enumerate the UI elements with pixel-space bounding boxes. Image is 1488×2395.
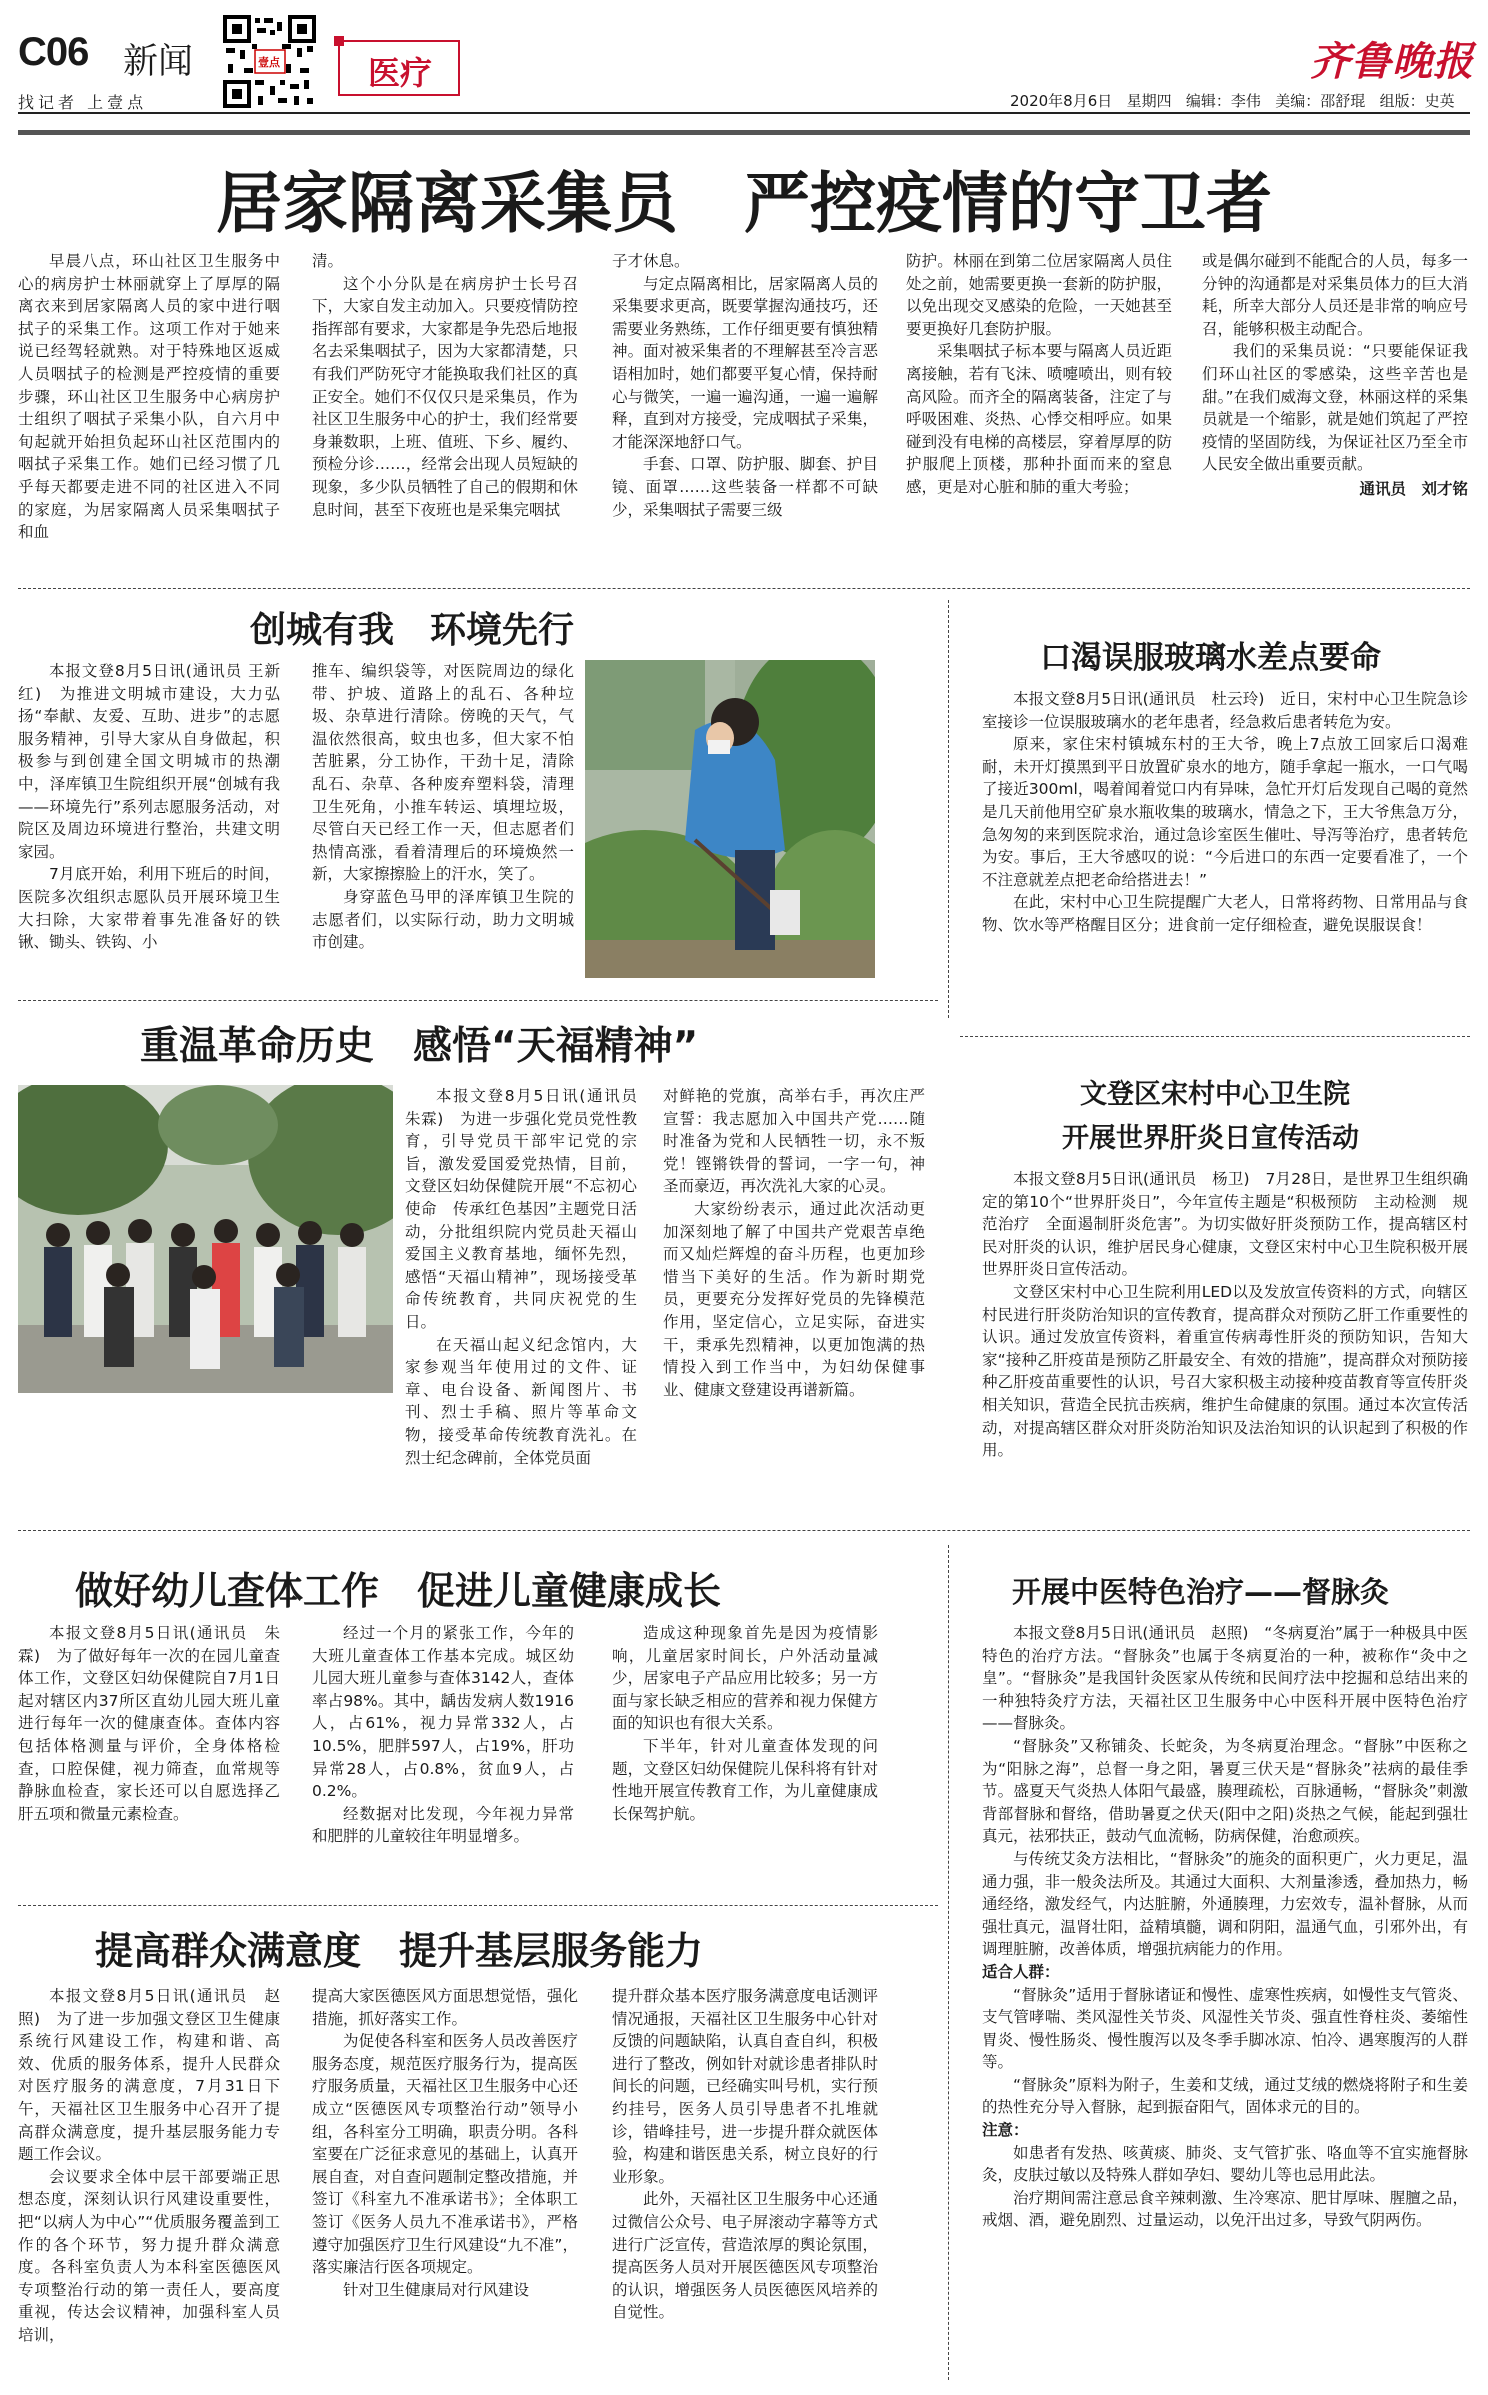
kids-col-2 <box>312 1622 574 1848</box>
layout-credit: 组版：史英 <box>1379 92 1455 110</box>
tcm-paragraph: 本报文登8月5日讯(通讯员 赵照) “冬病夏治”属于一种极具中医特色的治疗方法。“督脉灸”也属于冬病夏治的一种，被称作“灸中之皇”。“督脉灸”是我国针灸医家从传统和民间疗法中挖掘和总结出来的一种独特灸疗方法，天福社区卫生服务中心中医科开展中医特色治疗——督脉灸。 <box>982 1624 1468 1733</box>
glass-headline: 口渴误服玻璃水差点要命 <box>1040 640 1381 676</box>
volunteer-photo <box>585 660 875 978</box>
glass-paragraph: 在此，宋村中心卫生院提醒广大老人，日常将药物、日常用品与食物、饮水等严格醒目区分；进食前一定仔细检查，避免误服误食！ <box>982 893 1468 934</box>
service-paragraph: 会议要求全体中层干部要端正思想态度，深刻认识行风建设重要性，把“以病人为中心”“优质服务覆盖到工作的各个环节，努力提升群众满意度。各科室负责人为本科室医德医风专项整治行动的第一责任人，要高度重视，传达会议精神，加强科室人员培训， <box>18 2167 280 2344</box>
tcm-headline: 开展中医特色治疗——督脉灸 <box>1012 1575 1390 1609</box>
divider <box>18 1530 1470 1531</box>
lead-col-3 <box>612 250 878 521</box>
tcm-paragraph: 如患者有发热、咳黄痰、肺炎、支气管扩张、咯血等不宜实施督脉灸，皮肤过敏以及特殊人群如孕妇、婴幼儿等也忌用此法。 <box>982 2143 1468 2185</box>
divider <box>960 1036 1470 1037</box>
issue-info <box>1010 90 1455 111</box>
issue-date: 2020年8月6日 <box>1010 92 1113 110</box>
lead-paragraph: 我们的采集员说：“只要能保证我们环山社区的零感染，这些辛苦也是甜。”在我们威海文登，林丽这样的采集员就是一个缩影，就是她们筑起了严控疫情的坚固防线，为保证社区乃至全市人民安全做出重要贡献。 <box>1202 342 1468 474</box>
divider <box>18 588 1470 589</box>
kids-paragraph: 经数据对比发现，今年视力异常和肥胖的儿童较往年明显增多。 <box>312 1804 574 1846</box>
tcm-paragraph: 治疗期间需注意忌食辛辣刺激、生冷寒凉、肥甘厚味、腥膻之品，戒烟、酒，避免剧烈、过量运动，以免汗出过多，导致气阴两伤。 <box>982 2188 1468 2230</box>
glass-col <box>982 688 1468 937</box>
red-paragraph: 本报文登8月5日讯(通讯员 朱霖) 为进一步强化党员党性教育，引导党员干部牢记党的宗旨，激发爱国爱党热情，目前，文登区妇幼保健院开展“不忘初心使命 传承红色基因”主题党日活动，分批组织院内党员赴天福山爱国主义教育基地，缅怀先烈，感悟“天福山精神”，现场接受革命传统教育，共同庆祝党的生日。 <box>405 1087 653 1331</box>
qr-code-icon[interactable] <box>222 14 317 109</box>
slogan: 找记者 上壹点 <box>18 93 148 112</box>
tcm-paragraph: “督脉灸”原料为附子，生姜和艾绒，通过艾绒的燃烧将附子和生姜的热性充分导入督脉，起到振奋阳气，固体求元的目的。 <box>982 2075 1468 2117</box>
lead-col-4 <box>906 250 1172 499</box>
divider <box>18 1905 938 1906</box>
issue-weekday: 星期四 <box>1126 92 1172 110</box>
env-headline: 创城有我 环境先行 <box>250 610 575 651</box>
kids-paragraph: 本报文登8月5日讯(通讯员 朱霖) 为了做好每年一次的在园儿童查体工作，文登区妇幼保健院自7月1日起对辖区内37所区直幼儿园大班儿童进行每年一次的健康查体。查体内容包括体格测量与评价，全身体格检查，口腔保健，视力筛查，血常规等静脉血检查，家长还可以自愿选择乙肝五项和微量元素检查。 <box>18 1624 280 1823</box>
lead-paragraph: 防护。林丽在到第二位居家隔离人员住处之前，她需要更换一套新的防护服，以免出现交叉感染的危险，一天她甚至要更换好几套防护服。 <box>906 252 1172 338</box>
env-paragraph: 7月底开始，利用下班后的时间，医院多次组织志愿队员开展环境卫生大扫除，大家带着事先准备好的铁锹、锄头、铁钩、小 <box>18 865 280 952</box>
service-col-3 <box>612 1985 878 2324</box>
service-col-2 <box>312 1985 578 2301</box>
qr-label: 壹点 <box>258 56 280 69</box>
red-paragraph: 大家纷纷表示，通过此次活动更加深刻地了解了中国共产党艰苦卓绝而又灿烂辉煌的奋斗历程，也更加珍惜当下美好的生活。作为新时期党员，更要充分发挥好党员的先锋模范作用，坚定信心，立足实际，奋进实干，秉承先烈精神，以更加饱满的热情投入到工作当中，为妇幼保健事业、健康文登建设再谱新篇。 <box>663 1199 925 1399</box>
env-paragraph: 本报文登8月5日讯(通讯员 王新红) 为推进文明城市建设，大力弘扬“奉献、友爱、互助、进步”的志愿服务精神，引导大家从自身做起，积极参与到创建全国文明城市的热潮中，泽库镇卫生院组织开展“创城有我——环境先行”系列志愿服务活动，对院区及周边环境进行整治，共建文明家园。 <box>18 662 280 861</box>
hepatitis-headline-1: 文登区宋村中心卫生院 <box>1080 1079 1350 1110</box>
hepatitis-col <box>982 1168 1468 1462</box>
service-paragraph: 针对卫生健康局对行风建设 <box>343 2280 530 2299</box>
service-paragraph: 提高大家医德医风方面思想觉悟，强化措施，抓好落实工作。 <box>312 1987 578 2028</box>
env-paragraph: 推车、编织袋等，对医院周边的绿化带、护坡、道路上的乱石、各种垃圾、杂草进行清除。傍晚的天气，气温依然很高，蚊虫也多，但大家不怕苦脏累，分工协作，干劲十足，清除乱石、杂草、各种废弃塑料袋，清理卫生死角，小推车转运、填埋垃圾，尽管白天已经工作一天，但志愿者们热情高涨，看着清理后的环境焕然一新，大家擦擦脸上的汗水，笑了。 <box>312 662 574 884</box>
lead-paragraph: 子才休息。 <box>612 252 690 270</box>
kids-paragraph: 经过一个月的紧张工作，今年的大班儿童查体工作基本完成。城区幼儿园大班儿童参与查体3142人，查体率占98%。其中，龋齿发病人数1916人，占61%，视力异常332人，占10.5%，肥胖597人，占19%，肝功异常28人，占0.8%，贫血9人，占0.2%。 <box>312 1624 574 1801</box>
tcm-paragraph: “督脉灸”又称铺灸、长蛇灸，为冬病夏治理念。“督脉”中医称之为“阳脉之海”，总督一身之阳，暑夏三伏天是“督脉灸”祛病的最佳季节。盛夏天气炎热人体阳气最盛，腠理疏松，百脉通畅，“督脉灸”刺激背部督脉和督络，借助暑夏之伏天(阳中之阳)炎热之气候，能起到强壮真元，祛邪扶正，鼓动气血流畅，防病保健，治愈顽疾。 <box>982 1736 1468 1846</box>
service-paragraph: 此外，天福社区卫生服务中心还通过微信公众号、电子屏滚动字幕等方式进行广泛宣传，营造浓厚的舆论氛围，提高医务人员对开展医德医风专项整治的认识，增强医务人员医德医风培养的自觉性。 <box>612 2190 878 2322</box>
tcm-paragraph: “督脉灸”适用于督脉诸证和慢性、虚寒性疾病，如慢性支气管炎、支气管哮喘、类风湿性关节炎、风湿性关节炎、强直性脊柱炎、萎缩性胃炎、慢性肠炎、慢性腹泻以及冬季手脚冰凉、怕冷、遇寒腹泻的人群等。 <box>982 1985 1468 2072</box>
lead-paragraph: 与定点隔离相比，居家隔离人员的采集要求更高，既要掌握沟通技巧，还需要业务熟练，工作仔细更要有慎独精神。面对被采集者的不理解甚至冷言恶语相加时，她们都要平复心情，保持耐心与微笑，一遍一遍沟通，一遍一遍解释，直到对方接受，完成咽拭子采集，才能深深地舒口气。 <box>612 274 878 451</box>
red-paragraph: 在天福山起义纪念馆内，大家参观当年使用过的文件、证章、电台设备、新闻图片、书刊、烈士手稿、照片等革命文物，接受革命传统教育洗礼。在烈士纪念碑前，全体党员面 <box>405 1335 637 1467</box>
section-tag-label: 医疗 <box>368 54 433 92</box>
glass-paragraph: 原来，家住宋村镇城东村的王大爷，晚上7点放工回家后口渴难耐，未开灯摸黑到平日放置矿泉水的地方，随手拿起一瓶水，一口气喝了接近300ml，喝着闻着觉口内有异味，急忙开灯后发现自己喝的竟然是几天前他用空矿泉水瓶收集的玻璃水，情急之下，王大爷焦急万分，急匆匆的来到医院求治，通过急诊室医生催吐、导泻等治疗，患者转危为安。事后，王大爷感叹的说：“今后进口的东西一定要看准了，一个不注意就差点把老命给搭进去！” <box>982 735 1468 889</box>
service-headline: 提高群众满意度 提升基层服务能力 <box>95 1929 704 1973</box>
tcm-paragraph: 与传统艾灸方法相比，“督脉灸”的施灸的面积更广，火力更足，温通力强，非一般灸法所及。其通过大面积、大剂量渗透，叠加热力，畅通经络，激发经气，内达脏腑，外通腠理，力宏效专，温补督脉，从而强壮真元，温肾壮阳，益精填髓，调和阴阳，温通气血，引邪外出，有调理脏腑，改善体质，增强抗病能力的作用。 <box>982 1849 1468 1959</box>
lead-byline: 通讯员 刘才铭 <box>1359 479 1468 498</box>
newspaper-logo: 齐鲁晚报 <box>1310 38 1474 85</box>
kids-col-3 <box>612 1622 878 1825</box>
lead-paragraph: 采集咽拭子标本要与隔离人员近距离接触，若有飞沫、喷嚏喷出，则有较高风险。而齐全的隔离装备，注定了与呼吸困难、炎热、心悸交相呼应。如果碰到没有电梯的高楼层，穿着厚厚的防护服爬上顶楼，那种扑面而来的窒息感，更是对心脏和肺的重大考验； <box>906 342 1172 496</box>
service-paragraph: 提升群众基本医疗服务满意度电话测评情况通报，天福社区卫生服务中心针对反馈的问题缺陷，认真自查自纠，积极进行了整改，例如针对就诊患者排队时间长的问题，已经确实叫号机，实行预约挂号，医务人员引导患者不扎堆就诊，错峰挂号，进一步提升群众就医体验，构建和谐医患关系，树立良好的行业形象。 <box>612 1987 878 2186</box>
lead-col-2 <box>312 250 578 521</box>
glass-paragraph: 本报文登8月5日讯(通讯员 杜云玲) 近日，宋村中心卫生院急诊室接诊一位误服玻璃水的老年患者，经急救后患者转危为安。 <box>982 690 1468 731</box>
env-col-1 <box>18 660 280 954</box>
masthead <box>0 0 1488 135</box>
party-members-photo <box>18 1085 393 1393</box>
env-paragraph: 身穿蓝色马甲的泽库镇卫生院的志愿者们，以实际行动，助力文明城市创建。 <box>312 887 574 952</box>
lead-paragraph: 或是偶尔碰到不能配合的人员，每多一分钟的沟通都是对采集员体力的巨大消耗，所幸大部分人员还是非常的响应号召，能够积极主动配合。 <box>1202 252 1468 338</box>
divider <box>18 1000 938 1001</box>
lead-col-5 <box>1202 250 1468 501</box>
lead-paragraph: 手套、口罩、防护服、脚套、护目镜、面罩……这些装备一样都不可缺少，采集咽拭子需要三级 <box>612 455 878 519</box>
section-name: 新闻 <box>123 42 194 82</box>
red-col-1 <box>405 1085 653 1469</box>
tcm-subheading: 注意： <box>982 2121 1029 2140</box>
section-tag <box>338 40 460 96</box>
red-headline: 重温革命历史 感悟“天福精神” <box>140 1024 699 1069</box>
service-paragraph: 本报文登8月5日讯(通讯员 赵照) 为了进一步加强文登区卫生健康系统行风建设工作，构建和谐、高效、优质的服务体系，提升人民群众对医疗服务的满意度，7月31日下午，天福社区卫生服务中心召开了提高群众满意度，提升基层服务能力专题工作会议。 <box>18 1987 280 2164</box>
kids-paragraph: 造成这种现象首先是因为疫情影响，儿童居家时间长，户外活动量减少，居家电子产品应用比较多；另一方面与家长缺乏相应的营养和视力保健方面的知识也有很大关系。 <box>612 1624 878 1733</box>
editor-credit: 编辑：李伟 <box>1185 92 1261 110</box>
lead-paragraph: 这个小分队是在病房护士长号召下，大家自发主动加入。只要疫情防控指挥部有要求，大家都是争先恐后地报名去采集咽拭子，因为大家都清楚，只有我们严防死守才能换取我们社区的真正安全。她们不仅仅只是采集员，作为社区卫生服务中心的护士，我们经常要身兼数职，上班、值班、下乡、履约、预检分诊……，经常会出现人员短缺的现象，多少队员牺牲了自己的假期和休息时间，甚至下夜班也是采集完咽拭 <box>312 274 578 519</box>
service-col-1 <box>18 1985 280 2347</box>
kids-headline: 做好幼儿查体工作 促进儿童健康成长 <box>75 1569 722 1613</box>
lead-headline: 居家隔离采集员 严控疫情的守卫者 <box>216 164 1272 242</box>
lead-paragraph: 早晨八点，环山社区卫生服务中心的病房护士林丽就穿上了厚厚的隔离衣来到居家隔离人员的家中进行咽拭子的采集工作。这项工作对于她来说已经驾轻就熟。对于特殊地区返威人员咽拭子的检测是严控疫情的重要步骤，环山社区卫生服务中心病房护士组织了咽拭子采集小队，自六月中旬起就开始担负起环山社区范围内的咽拭子采集工作。她们已经习惯了几乎每天都要走进不同的社区进入不同的家庭，为居家隔离人员采集咽拭子和血 <box>18 252 280 542</box>
design-credit: 美编：邵舒琨 <box>1275 92 1366 110</box>
kids-col-1 <box>18 1622 280 1825</box>
divider <box>948 600 949 1018</box>
tcm-col <box>982 1622 1468 2232</box>
env-col-2 <box>312 660 574 954</box>
hepatitis-paragraph: 文登区宋村中心卫生院利用LED以及发放宣传资料的方式，向辖区村民进行肝炎防治知识的宣传教育，提高群众对预防乙肝工作重要性的认识。通过发放宣传资料，着重宣传病毒性肝炎的预防知识，告知大家“接种乙肝疫苗是预防乙肝最安全、有效的措施”，提高群众对预防接种乙肝疫苗重要性的认识，号召大家积极主动接种疫苗教育等宣传肝炎相关知识，营造全民抗击疾病，维护生命健康的氛围。通过本次宣传活动，对提高辖区群众对肝炎防治知识及法治知识的认识起到了积极的作用。 <box>982 1282 1468 1460</box>
red-paragraph: 对鲜艳的党旗，高举右手，再次庄严宣誓：我志愿加入中国共产党……随时准备为党和人民牺牲一切，永不叛党！铿锵铁骨的誓词，一字一句，神圣而豪迈，再次洗礼大家的心灵。 <box>663 1087 925 1196</box>
lead-col-1 <box>18 250 280 544</box>
tcm-subheading: 适合人群： <box>982 1962 1060 1981</box>
red-col-2 <box>663 1085 925 1401</box>
hepatitis-headline-2: 开展世界肝炎日宣传活动 <box>1062 1123 1359 1154</box>
lead-paragraph: 清。 <box>312 252 344 270</box>
kids-paragraph: 下半年，针对儿童查体发现的问题，文登区妇幼保健院儿保科将有针对性地开展宣传教育工作，为儿童健康成长保驾护航。 <box>612 1736 878 1823</box>
page-number: C06 <box>18 30 89 74</box>
divider <box>948 1545 949 2380</box>
hepatitis-paragraph: 本报文登8月5日讯(通讯员 杨卫) 7月28日，是世界卫生组织确定的第10个“世界肝炎日”，今年宣传主题是“积极预防 主动检测 规范治疗 全面遏制肝炎危害”。为切实做好肝炎预防工作，提高辖区村民对肝炎的认识，维护居民身心健康，文登区宋村中心卫生院积极开展世界肝炎日宣传活动。 <box>982 1170 1468 1279</box>
service-paragraph: 为促使各科室和医务人员改善医疗服务态度，规范医疗服务行为，提高医疗服务质量，天福社区卫生服务中心还成立“医德医风专项整治行动”领导小组，各科室分工明确，职责分明。各科室要在广泛征求意见的基础上，认真开展自查，对自查问题制定整改措施，并签订《科室九不准承诺书》；全体职工签订《医务人员九不准承诺书》，严格遵守加强医疗卫生行风建设“九不准”，落实廉洁行医各项规定。 <box>312 2032 578 2277</box>
